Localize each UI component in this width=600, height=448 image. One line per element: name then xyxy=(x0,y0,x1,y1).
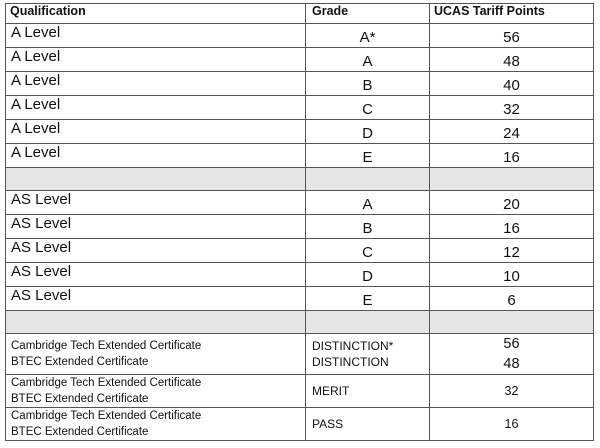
qualification-cell: A Level xyxy=(6,96,306,120)
qualification-cell: AS Level xyxy=(6,191,306,215)
qualification-cell: A Level xyxy=(6,24,306,48)
grade-line: DISTINCTION xyxy=(312,355,389,369)
header-row xyxy=(6,4,594,24)
points-cell: 40 xyxy=(430,72,594,96)
table-row xyxy=(6,48,594,72)
points-cell: 56 xyxy=(430,24,594,48)
table-row xyxy=(6,375,594,408)
points-cell: 16 xyxy=(430,215,594,239)
separator-cell xyxy=(6,168,306,191)
points-cell xyxy=(430,334,594,375)
table-row xyxy=(6,24,594,48)
table-row xyxy=(6,120,594,144)
grade-cell: D xyxy=(306,263,430,287)
qualification-line: BTEC Extended Certificate xyxy=(11,393,149,405)
points-cell: 20 xyxy=(430,191,594,215)
qualification-cell: A Level xyxy=(6,120,306,144)
separator-row xyxy=(6,311,594,334)
header-qualification: Qualification xyxy=(6,4,306,24)
table-row xyxy=(6,239,594,263)
qualification-cell: AS Level xyxy=(6,287,306,311)
qualification-cell: AS Level xyxy=(6,215,306,239)
points-cell: 6 xyxy=(430,287,594,311)
table-row xyxy=(6,334,594,375)
qualification-line: Cambridge Tech Extended Certificate xyxy=(11,340,202,352)
qualification-line: BTEC Extended Certificate xyxy=(11,356,149,368)
grade-cell: B xyxy=(306,72,430,96)
grade-cell: A xyxy=(306,48,430,72)
separator-cell xyxy=(430,168,594,191)
points-cell: 10 xyxy=(430,263,594,287)
separator-cell xyxy=(306,168,430,191)
ucas-tariff-table xyxy=(5,3,594,441)
qualification-cell: A Level xyxy=(6,48,306,72)
qualification-line: Cambridge Tech Extended Certificate xyxy=(11,410,202,422)
separator-cell xyxy=(6,311,306,334)
qualification-line: Cambridge Tech Extended Certificate xyxy=(11,377,202,389)
qualification-line: BTEC Extended Certificate xyxy=(11,426,149,438)
qualification-cell xyxy=(6,375,306,408)
points-cell: 32 xyxy=(430,96,594,120)
grade-cell: B xyxy=(306,215,430,239)
grade-cell: A xyxy=(306,191,430,215)
points-line: 56 xyxy=(503,336,520,352)
grade-cell: E xyxy=(306,287,430,311)
table-row xyxy=(6,408,594,441)
table-row xyxy=(6,191,594,215)
grade-cell: E xyxy=(306,144,430,168)
grade-cell: A* xyxy=(306,24,430,48)
table-row xyxy=(6,144,594,168)
points-cell: 16 xyxy=(430,144,594,168)
points-line: 48 xyxy=(503,356,520,372)
grade-line: DISTINCTION* xyxy=(312,339,394,353)
qualification-cell xyxy=(6,408,306,441)
points-cell: 12 xyxy=(430,239,594,263)
header-points: UCAS Tariff Points xyxy=(430,4,594,24)
table-row xyxy=(6,287,594,311)
points-cell: 16 xyxy=(430,408,594,441)
grade-cell: PASS xyxy=(306,408,430,441)
separator-row xyxy=(6,168,594,191)
separator-cell xyxy=(306,311,430,334)
qualification-cell: AS Level xyxy=(6,263,306,287)
table-row xyxy=(6,72,594,96)
qualification-cell: A Level xyxy=(6,72,306,96)
header-grade: Grade xyxy=(306,4,430,24)
grade-cell: C xyxy=(306,239,430,263)
grade-cell xyxy=(306,334,430,375)
grade-cell: C xyxy=(306,96,430,120)
qualification-cell xyxy=(6,334,306,375)
points-cell: 48 xyxy=(430,48,594,72)
table-row xyxy=(6,215,594,239)
table-row xyxy=(6,96,594,120)
points-cell: 32 xyxy=(430,375,594,408)
separator-cell xyxy=(430,311,594,334)
table-row xyxy=(6,263,594,287)
points-cell: 24 xyxy=(430,120,594,144)
grade-cell: D xyxy=(306,120,430,144)
qualification-cell: AS Level xyxy=(6,239,306,263)
qualification-cell: A Level xyxy=(6,144,306,168)
grade-cell: MERIT xyxy=(306,375,430,408)
